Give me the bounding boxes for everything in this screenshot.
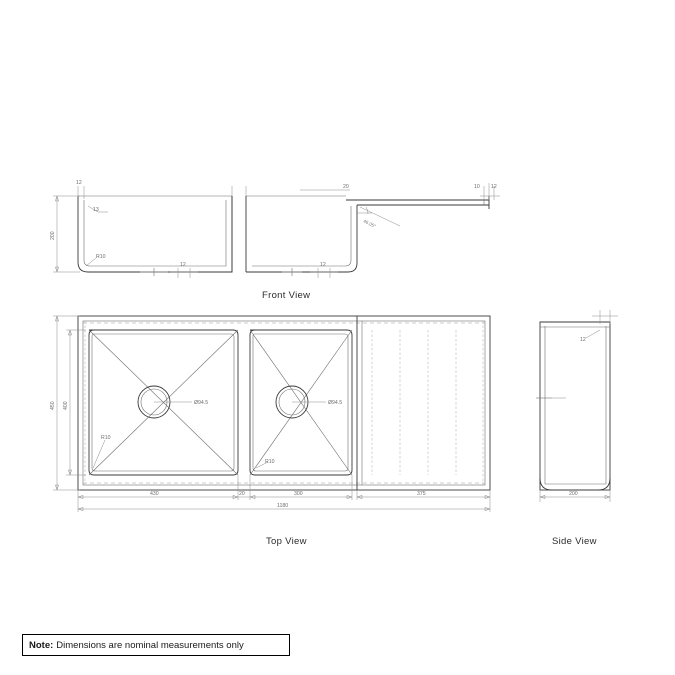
front-view-label: Front View (262, 290, 311, 301)
top-view-group (50, 316, 490, 512)
svg-text:R10: R10 (96, 254, 106, 260)
svg-text:12: 12 (180, 262, 186, 268)
svg-text:12: 12 (580, 337, 586, 343)
svg-text:10: 10 (474, 184, 480, 190)
svg-text:200: 200 (50, 231, 56, 240)
top-view-label: Top View (266, 536, 307, 547)
svg-text:R10: R10 (101, 435, 111, 441)
svg-text:20: 20 (239, 491, 245, 497)
svg-text:Ø94.5: Ø94.5 (328, 400, 343, 406)
svg-text:Ø94.5: Ø94.5 (194, 400, 209, 406)
svg-text:430: 430 (150, 491, 159, 497)
svg-text:1180: 1180 (277, 503, 289, 509)
note-text: Dimensions are nominal measurements only (56, 639, 244, 651)
svg-text:12: 12 (76, 180, 82, 186)
svg-text:200: 200 (569, 491, 578, 497)
svg-text:13: 13 (93, 207, 99, 213)
svg-text:R10: R10 (265, 459, 275, 465)
note-box (22, 634, 290, 656)
svg-text:375: 375 (417, 491, 426, 497)
side-view-group (536, 310, 618, 502)
svg-text:12: 12 (491, 184, 497, 190)
front-view-group (50, 180, 500, 278)
side-view-label: Side View (552, 536, 597, 547)
svg-text:400: 400 (63, 401, 69, 410)
note-label: Note: (29, 639, 54, 651)
svg-text:300: 300 (294, 491, 303, 497)
svg-text:46.05°: 46.05° (362, 218, 377, 229)
svg-text:12: 12 (320, 262, 326, 268)
svg-text:20: 20 (343, 184, 349, 190)
svg-text:450: 450 (50, 401, 56, 410)
